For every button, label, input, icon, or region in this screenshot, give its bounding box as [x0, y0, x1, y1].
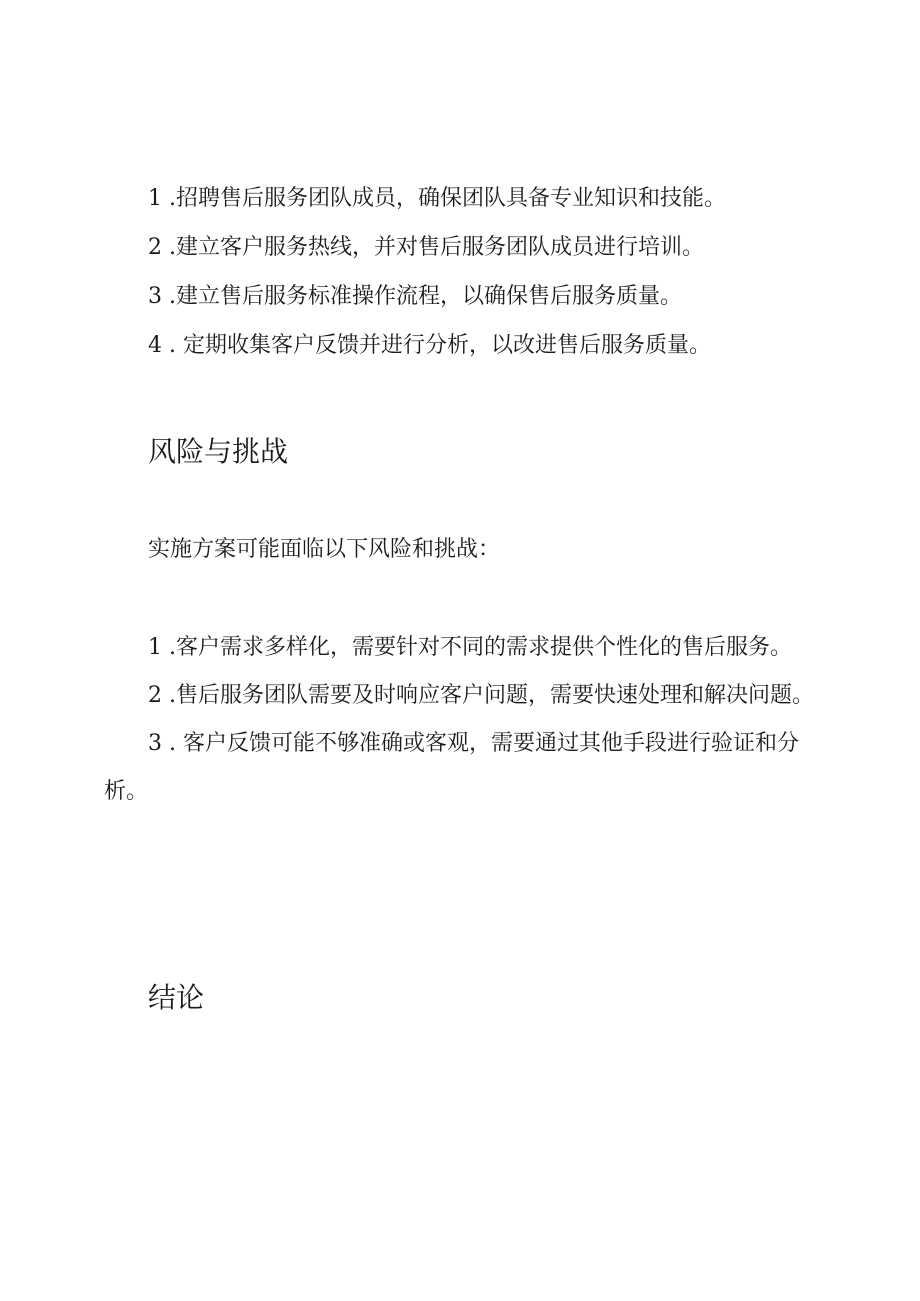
list-item: 1 .客户需求多样化，需要针对不同的需求提供个性化的售后服务。	[148, 635, 792, 660]
section-heading-conclusion: 结论	[148, 981, 205, 1014]
list-item: 3 .建立售后服务标准操作流程，以确保售后服务质量。	[148, 284, 682, 309]
risk-intro-paragraph: 实施方案可能面临以下风险和挑战：	[148, 537, 501, 562]
risk-list	[104, 624, 819, 816]
list-item: 3 . 客户反馈可能不够准确或客观，需要通过其他手段进行验证和分析。	[104, 731, 799, 804]
list-item: 4 . 定期收集客户反馈并进行分析，以改进售后服务质量。	[148, 333, 711, 358]
list-item: 2 .建立客户服务热线，并对售后服务团队成员进行培训。	[148, 235, 704, 260]
list-item: 2 .售后服务团队需要及时响应客户问题，需要快速处理和解决问题。	[148, 683, 814, 708]
implementation-steps-list	[148, 178, 848, 374]
section-heading-risks: 风险与挑战	[148, 435, 289, 468]
list-item: 1 .招聘售后服务团队成员，确保团队具备专业知识和技能。	[148, 186, 726, 211]
